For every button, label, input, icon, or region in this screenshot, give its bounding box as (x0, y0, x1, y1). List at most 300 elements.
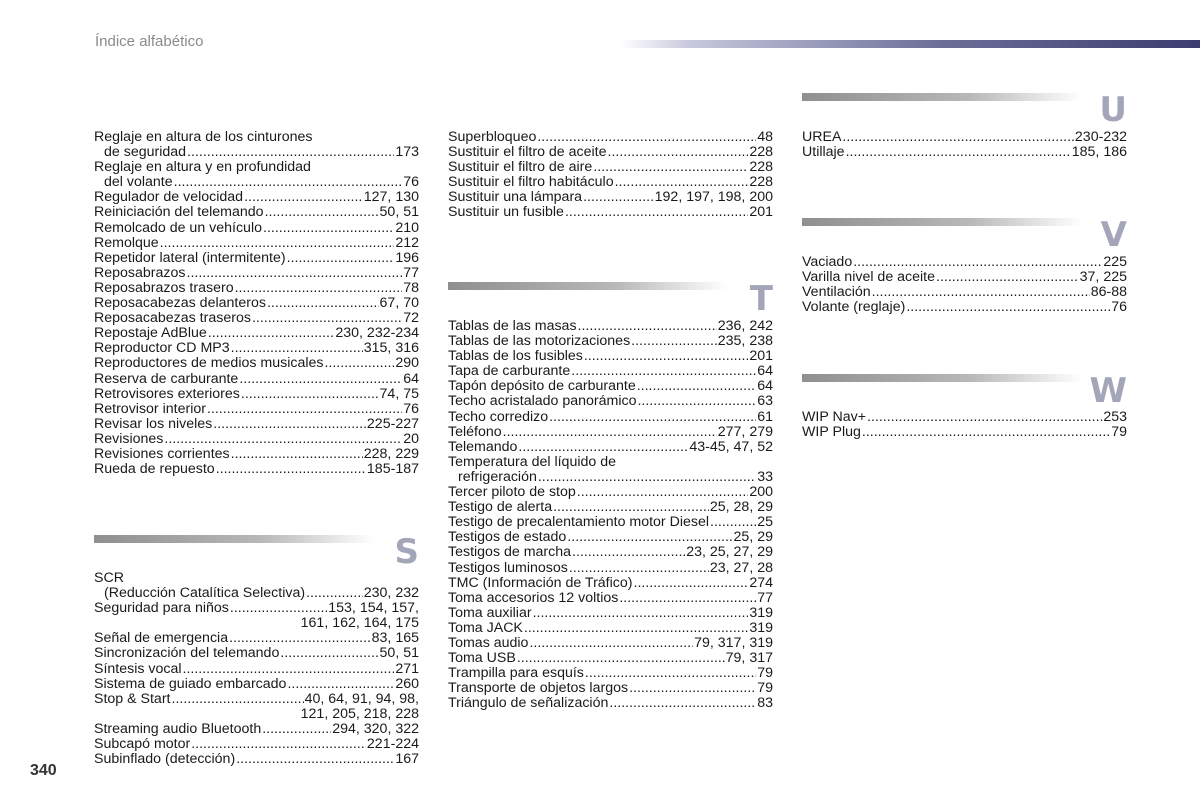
index-entry-line (448, 606, 773, 621)
index-entry-term: WIP Plug (802, 424, 861, 441)
index-entry-pages: 221-224 (366, 736, 419, 753)
index-entry-pages: 201 (749, 204, 773, 221)
index-entry (448, 530, 773, 545)
index-entry-pages: 235, 238 (717, 333, 773, 350)
index-entry-line (448, 130, 773, 145)
index-entry-pages: 61 (757, 408, 773, 425)
index-entry-pages: 228 (749, 174, 773, 191)
index-column-t (448, 319, 773, 711)
index-entry-leader-dots (571, 364, 756, 379)
index-entry (94, 722, 419, 737)
index-entry-line (94, 387, 419, 402)
index-entry-pages: 271 (395, 660, 419, 677)
index-entry-line (94, 251, 419, 266)
index-entry-line (94, 571, 419, 586)
index-entry-term: Utillaje (802, 144, 845, 161)
index-entry-term: Techo acristalado panorámico (448, 393, 637, 410)
index-entry-pages: 20 (403, 430, 419, 447)
index-entry-term: Tablas de las masas (448, 318, 577, 334)
index-entry (448, 394, 773, 409)
index-entry-leader-dots (846, 145, 1071, 160)
index-entry (94, 571, 419, 601)
index-entry-term: Repetidor lateral (intermitente) (94, 249, 286, 266)
section-header-u (802, 90, 1127, 133)
index-entry-term: Temperatura del líquido de (448, 453, 616, 470)
index-entry-leader-dots (583, 190, 654, 205)
index-entry-line (94, 236, 419, 251)
index-entry-line (94, 130, 419, 145)
index-entry-pages: 315, 316 (363, 340, 419, 357)
index-entry-term: Reglaje en altura y en profundidad (94, 159, 311, 176)
index-entry-term: Testigos de estado (448, 529, 567, 546)
index-entry-line (94, 326, 419, 341)
index-entry-leader-dots (567, 530, 732, 545)
index-entry-term: Tablas de los fusibles (448, 348, 583, 365)
index-entry-leader-dots (631, 334, 717, 349)
index-entry-line (448, 696, 773, 711)
index-entry-term: TMC (Información de Tráfico) (448, 574, 633, 591)
index-entry-term: SCR (94, 570, 124, 586)
index-entry-pages: 79 (757, 680, 773, 697)
index-entry (94, 677, 419, 692)
index-entry (448, 591, 773, 606)
index-entry-pages: 79 (757, 665, 773, 682)
index-entry-line (448, 364, 773, 379)
index-entry (448, 576, 773, 591)
index-entry-leader-dots (216, 462, 366, 477)
index-entry-line (94, 311, 419, 326)
index-entry-leader-dots (634, 576, 749, 591)
index-entry-leader-dots (577, 485, 749, 500)
index-entry-term: Reproductores de medios musicales (94, 355, 324, 372)
index-entry (94, 372, 419, 387)
index-entry-pages: 260 (395, 675, 419, 692)
index-entry (94, 190, 419, 205)
section-header-bar (94, 535, 374, 543)
index-entry-line (94, 752, 419, 767)
index-entry-term: Triángulo de señalización (448, 695, 609, 712)
index-entry-line (448, 160, 773, 175)
index-entry (448, 636, 773, 651)
index-entry-term: Seguridad para niños (94, 600, 229, 617)
index-entry-line (448, 576, 773, 591)
index-entry-pages: 185-187 (366, 461, 419, 478)
index-entry-line (94, 205, 419, 220)
index-entry-leader-dots (524, 621, 748, 636)
index-entry-line (448, 425, 773, 440)
index-entry-line (94, 432, 419, 447)
index-entry-pages: 236, 242 (717, 318, 773, 334)
index-entry-term: del volante (104, 174, 173, 191)
index-entry-term: Remolque (94, 234, 159, 251)
index-entry-term: Sustituir un fusible (448, 204, 564, 221)
index-entry-leader-dots (287, 677, 394, 692)
index-entry-line (448, 440, 773, 455)
index-entry-pages: 225 (1103, 254, 1127, 270)
index-entry-line (448, 500, 773, 515)
index-entry-pages: 200 (749, 484, 773, 501)
index-entry-leader-dots (239, 372, 402, 387)
index-entry-leader-dots (936, 270, 1079, 285)
index-entry-line (448, 394, 773, 409)
index-entry-term: Revisiones (94, 430, 164, 447)
index-entry-leader-dots (231, 341, 363, 356)
index-entry-line (94, 160, 419, 175)
index-entry-pages: 76 (1111, 299, 1127, 316)
index-entry-line (94, 356, 419, 371)
index-entry-pages: 48 (757, 129, 773, 145)
index-entry-term: Sistema de guiado embarcado (94, 675, 287, 692)
section-header-w (802, 371, 1127, 414)
index-entry-pages: 167 (395, 751, 419, 768)
index-entry-line (448, 681, 773, 696)
index-entry-pages: 277, 279 (717, 423, 773, 440)
index-entry-line (802, 410, 1127, 425)
index-entry-pages: 50, 51 (379, 204, 419, 221)
index-entry-line (94, 722, 419, 737)
index-entry-line (448, 515, 773, 530)
index-entry-leader-dots (252, 311, 402, 326)
index-entry-pages: 43-45, 47, 52 (689, 438, 773, 455)
index-entry-leader-dots (584, 349, 748, 364)
header-decorative-bar (620, 40, 1200, 48)
section-header-bar (448, 282, 728, 290)
index-entry-line (94, 462, 419, 477)
index-entry-pages-continued (94, 707, 419, 722)
index-entry-pages: 228 (749, 144, 773, 161)
section-letter-s: S (394, 532, 419, 572)
index-entry-leader-dots (235, 281, 403, 296)
index-entry-term: Testigos de marcha (448, 544, 572, 561)
index-entry (448, 145, 773, 160)
index-entry-term: Ventilación (802, 284, 871, 301)
index-entry-term: Tablas de las motorizaciones (448, 333, 631, 350)
index-entry-leader-dots (517, 651, 725, 666)
index-entry-leader-dots (549, 410, 756, 425)
index-entry-term: Toma JACK (448, 619, 523, 636)
index-entry-pages: 294, 320, 322 (332, 720, 419, 737)
index-entry-subline (94, 175, 419, 190)
page-number: 340 (30, 762, 57, 779)
index-entry-pages: 33 (757, 468, 773, 485)
index-entry-line (448, 175, 773, 190)
index-entry-line (448, 145, 773, 160)
index-entry-pages: 37, 225 (1079, 269, 1127, 286)
index-entry-term: Vaciado (802, 254, 853, 270)
index-entry (802, 285, 1127, 300)
index-entry (448, 160, 773, 175)
index-entry-leader-dots (842, 130, 1074, 145)
index-entry-line (448, 349, 773, 364)
index-entry-leader-dots (230, 601, 327, 616)
index-entry (448, 696, 773, 711)
index-entry-leader-dots (572, 545, 685, 560)
index-entry-line (448, 485, 773, 500)
index-entry-pages: 230, 232 (363, 585, 419, 602)
index-entry-term: Telemando (448, 438, 518, 455)
index-entry-line (448, 530, 773, 545)
index-entry-term: Sustituir el filtro habitáculo (448, 174, 614, 191)
index-entry-line (94, 447, 419, 462)
index-entry-leader-dots (236, 752, 394, 767)
index-entry-pages: 25, 29 (733, 529, 773, 546)
index-entry-line (94, 281, 419, 296)
index-entry-leader-dots (533, 606, 749, 621)
index-entry-term: Sustituir el filtro de aire (448, 159, 593, 176)
index-entry-leader-dots (569, 561, 709, 576)
index-entry-line (94, 341, 419, 356)
index-entry (448, 455, 773, 485)
index-entry (94, 462, 419, 477)
index-entry (448, 621, 773, 636)
index-column-s-part2 (448, 130, 773, 221)
index-entry-pages: 83, 165 (371, 630, 419, 647)
index-entry-line (94, 677, 419, 692)
index-entry-term: Revisiones corrientes (94, 445, 230, 462)
index-entry (448, 515, 773, 530)
index-entry-term: Volante (reglaje) (802, 299, 906, 316)
index-entry (448, 651, 773, 666)
index-entry-term: Retrovisor interior (94, 400, 206, 417)
index-entry (448, 425, 773, 440)
index-entry-term: Tapón depósito de carburante (448, 378, 636, 395)
section-letter-t: T (749, 279, 773, 319)
index-entry-term: Testigos luminosos (448, 559, 568, 576)
index-entry-term: Retrovisores exteriores (94, 385, 240, 402)
index-entry (448, 379, 773, 394)
index-entry-pages: 77 (757, 589, 773, 606)
index-entry-pages: 23, 25, 27, 29 (686, 544, 773, 561)
index-entry-pages: 253 (1103, 409, 1127, 425)
index-entry-leader-dots (518, 440, 688, 455)
index-entry-term: Subinflado (detección) (94, 751, 236, 768)
index-entry-term: Reposabrazos (94, 264, 186, 281)
index-entry-term: Trampilla para esquís (448, 665, 584, 682)
index-entry-term: Rueda de repuesto (94, 461, 215, 478)
index-entry-pages: 228, 229 (363, 445, 419, 462)
section-letter-w: W (1089, 371, 1127, 411)
index-entry-pages: 76 (403, 400, 419, 417)
index-entry (448, 440, 773, 455)
index-entry (94, 356, 419, 371)
index-entry-leader-dots (619, 591, 756, 606)
index-entry-term: Transporte de objetos largos (448, 680, 629, 697)
index-entry (94, 251, 419, 266)
index-entry-leader-dots (324, 356, 394, 371)
section-letter-u: U (1099, 90, 1127, 130)
index-entry-pages: 201 (749, 348, 773, 365)
index-entry-pages: 77 (403, 264, 419, 281)
index-entry-leader-dots (637, 379, 756, 394)
index-entry (94, 447, 419, 462)
index-entry-leader-dots (183, 662, 395, 677)
index-entry (94, 601, 419, 631)
index-entry (448, 410, 773, 425)
index-entry-line (94, 190, 419, 205)
index-entry-leader-dots (529, 636, 693, 651)
index-entry-pages: 230-232 (1074, 129, 1127, 145)
index-entry (94, 432, 419, 447)
index-entry-leader-dots (262, 722, 331, 737)
index-entry-pages: 40, 64, 91, 94, 98, (304, 690, 419, 707)
index-entry-subline (448, 470, 773, 485)
index-entry-pages: 23, 27, 28 (709, 559, 773, 576)
index-entry-term: Reposacabezas delanteros (94, 295, 266, 312)
index-entry-line (94, 737, 419, 752)
index-entry (94, 281, 419, 296)
index-entry-leader-dots (231, 447, 363, 462)
index-entry-term: Repostaje AdBlue (94, 325, 207, 342)
index-entry (94, 692, 419, 722)
index-entry-pages: 153, 154, 157, (328, 600, 419, 617)
index-entry-line (802, 130, 1127, 145)
index-entry (448, 500, 773, 515)
index-entry-pages: 230, 232-234 (335, 325, 419, 342)
index-entry-leader-dots (241, 387, 379, 402)
index-entry-pages: 228 (749, 159, 773, 176)
index-entry (94, 631, 419, 646)
index-entry-line (448, 455, 773, 470)
index-entry (94, 236, 419, 251)
index-entry-term: Reglaje en altura de los cinturones (94, 129, 313, 145)
index-entry-pages-continued (94, 616, 419, 631)
index-entry-leader-dots (867, 410, 1102, 425)
index-entry-line (448, 205, 773, 220)
index-entry-pages: 79, 317 (725, 650, 773, 667)
index-entry-term: Síntesis vocal (94, 660, 182, 677)
index-entry-leader-dots (710, 515, 756, 530)
index-entry-line (448, 666, 773, 681)
section-header-bar (802, 374, 1082, 382)
index-entry-term: Revisar los niveles (94, 415, 213, 432)
index-entry-leader-dots (229, 631, 371, 646)
index-entry (94, 646, 419, 661)
index-entry-leader-dots (187, 266, 403, 281)
index-entry (94, 737, 419, 752)
index-entry (802, 130, 1127, 145)
index-entry-subline (94, 586, 419, 601)
index-entry-term: Streaming audio Bluetooth (94, 720, 262, 737)
index-entry-pages: 86-88 (1090, 284, 1127, 301)
index-entry-line (802, 300, 1127, 315)
index-entry (802, 300, 1127, 315)
index-entry-line (802, 425, 1127, 440)
index-entry-leader-dots (280, 646, 378, 661)
index-entry-leader-dots (187, 145, 394, 160)
index-entry-leader-dots (208, 326, 335, 341)
index-entry-line (94, 372, 419, 387)
index-entry-leader-dots (267, 296, 379, 311)
index-entry (94, 130, 419, 160)
index-entry (448, 175, 773, 190)
index-entry-line (94, 402, 419, 417)
index-entry-line (802, 255, 1127, 270)
index-entry (94, 402, 419, 417)
index-entry (802, 145, 1127, 160)
index-entry-pages: 64 (757, 378, 773, 395)
index-entry-pages: 127, 130 (363, 189, 419, 206)
index-entry-leader-dots (553, 500, 709, 515)
index-entry-line (448, 334, 773, 349)
index-entry-pages: 196 (395, 249, 419, 266)
index-entry-leader-dots (306, 586, 363, 601)
index-entry-pages: 290 (395, 355, 419, 372)
index-entry-term: Sustituir el filtro de aceite (448, 144, 607, 161)
index-entry (448, 190, 773, 205)
index-entry-term: Toma accesorios 12 voltios (448, 589, 619, 606)
index-entry-leader-dots (263, 221, 394, 236)
index-entry-term: Sustituir una lámpara (448, 189, 583, 206)
index-entry-term: Reposacabezas traseros (94, 310, 251, 327)
index-entry-pages: 74, 75 (379, 385, 419, 402)
index-entry (448, 334, 773, 349)
index-entry-leader-dots (585, 666, 756, 681)
index-entry-leader-dots (862, 425, 1110, 440)
index-column-s-part1 (94, 571, 419, 767)
index-entry (94, 311, 419, 326)
index-entry (94, 387, 419, 402)
index-entry (448, 606, 773, 621)
index-entry-leader-dots (629, 681, 756, 696)
index-entry-term: Regulador de velocidad (94, 189, 244, 206)
index-entry-line (448, 591, 773, 606)
index-entry-line (802, 285, 1127, 300)
index-column-w (802, 410, 1127, 440)
index-entry-pages: 76 (403, 174, 419, 191)
index-entry (94, 341, 419, 356)
index-entry-pages: 210 (395, 219, 419, 236)
index-entry-pages: 274 (749, 574, 773, 591)
index-entry (94, 205, 419, 220)
index-entry (448, 681, 773, 696)
index-entry-term: Señal de emergencia (94, 630, 229, 647)
index-entry-pages: 67, 70 (379, 295, 419, 312)
index-entry-line (94, 631, 419, 646)
index-entry-pages: 192, 197, 198, 200 (654, 189, 773, 206)
index-entry-line (448, 410, 773, 425)
index-entry-leader-dots (615, 175, 749, 190)
index-entry-leader-dots (906, 300, 1110, 315)
index-entry-term: Tercer piloto de stop (448, 484, 576, 501)
index-entry-term: Toma auxiliar (448, 604, 532, 621)
index-entry-term: Sincronización del telemando (94, 645, 280, 662)
index-entry-term: Subcapó motor (94, 736, 191, 753)
index-entry (94, 296, 419, 311)
index-entry-leader-dots (244, 190, 363, 205)
section-header-bar (802, 93, 1082, 101)
index-entry-term: Remolcado de un vehículo (94, 219, 262, 236)
index-entry (94, 266, 419, 281)
index-entry-line (802, 145, 1127, 160)
index-entry-term: Techo corredizo (448, 408, 549, 425)
index-entry (448, 364, 773, 379)
index-entry-line (94, 601, 419, 616)
index-entry-pages: 79, 317, 319 (694, 634, 773, 651)
index-entry-pages: 72 (403, 310, 419, 327)
index-entry-pages: 212 (395, 234, 419, 251)
index-entry-term: UREA (802, 129, 842, 145)
index-entry (448, 349, 773, 364)
index-entry-term: Reserva de carburante (94, 370, 239, 387)
index-entry-line (448, 621, 773, 636)
index-entry (802, 270, 1127, 285)
index-entry-pages: 63 (757, 393, 773, 410)
index-entry-leader-dots (172, 692, 304, 707)
index-entry-leader-dots (538, 470, 756, 485)
index-entry-line (448, 561, 773, 576)
index-entry (448, 561, 773, 576)
index-entry-leader-dots (160, 236, 395, 251)
